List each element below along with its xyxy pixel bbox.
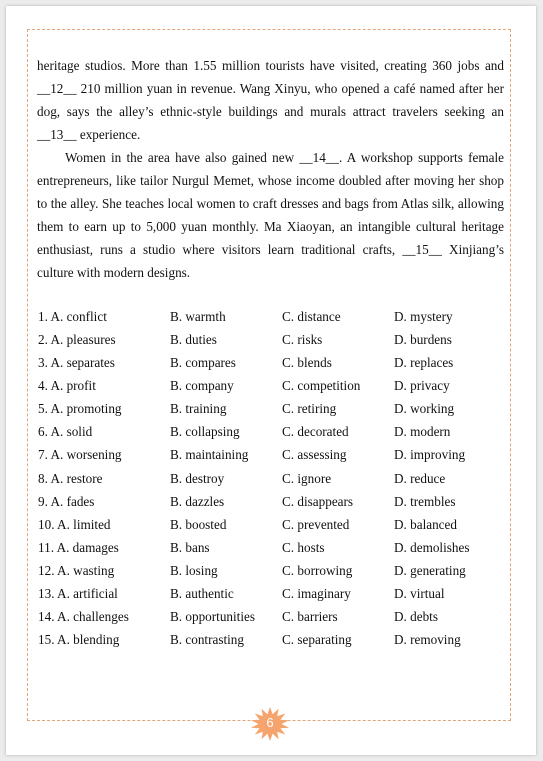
question-row [38,609,508,632]
option-b: B. compares [170,355,236,371]
question-row [38,517,508,540]
option-b: B. dazzles [170,493,225,509]
option-b: B. maintaining [170,447,249,463]
option-b: B. authentic [170,585,234,601]
question-row [38,332,508,355]
option-a: 3. A. separates [38,355,115,371]
option-d: D. improving [394,447,466,463]
question-row [38,563,508,586]
option-a: 10. A. limited [38,516,111,532]
option-b: B. losing [170,562,218,578]
option-a: 12. A. wasting [38,562,115,578]
option-d: D. trembles [394,493,456,509]
option-a: 14. A. challenges [38,609,129,625]
option-b: B. boosted [170,516,227,532]
option-a: 6. A. solid [38,424,93,440]
option-a: 13. A. artificial [38,585,118,601]
option-c: C. decorated [282,424,349,440]
option-b: B. duties [170,332,217,348]
option-a: 11. A. damages [38,539,119,555]
option-d: D. demolishes [394,539,470,555]
option-c: C. disappears [282,493,354,509]
option-c: C. assessing [282,447,347,463]
passage-paragraph-1: heritage studios. More than 1.55 million tourists have visited, creating 360 jobs and __12__ 210 million yuan in revenue. Wang Xinyu, who opened a café named after her dog, says the alley’s ethnic-style buildings and murals attract travelers seeking an __13__ experience. [37,58,504,142]
passage-paragraph-2: Women in the area have also gained new __14__. A workshop supports female entrepreneurs, like tailor Nurgul Memet, whose income doubled after moving her shop to the alley. She teaches local women to craft dresses and bags from Atlas silk, allowing them to earn up to 5,000 yuan monthly. Ma Xiaoyan, an intangible cultural heritage enthusiast, runs a studio where visitors learn traditional crafts, __15__ Xinjiang’s culture with modern designs. [37,150,504,280]
option-b: B. company [170,378,234,394]
option-a: 4. A. profit [38,378,96,394]
option-d: D. removing [394,632,461,648]
option-a: 7. A. worsening [38,447,122,463]
question-row [38,632,508,655]
option-d: D. virtual [394,585,445,601]
option-d: D. privacy [394,378,450,394]
option-b: B. collapsing [170,424,240,440]
option-d: D. burdens [394,332,452,348]
option-c: C. hosts [282,539,325,555]
option-c: C. competition [282,378,361,394]
option-c: C. blends [282,355,332,371]
page-number-badge [247,706,293,742]
option-d: D. reduce [394,470,446,486]
option-c: C. separating [282,632,352,648]
option-d: D. balanced [394,516,457,532]
option-c: C. retiring [282,401,337,417]
option-d: D. mystery [394,309,453,324]
option-b: B. training [170,401,227,417]
option-a: 1. A. conflict [38,309,107,324]
question-row [38,471,508,494]
question-row [38,355,508,378]
option-d: D. debts [394,609,438,625]
option-c: C. distance [282,309,341,324]
option-c: C. risks [282,332,323,348]
option-d: D. working [394,401,455,417]
answer-options-list [38,309,508,655]
option-b: B. bans [170,539,210,555]
option-d: D. replaces [394,355,454,371]
reading-passage [37,54,504,284]
option-c: C. prevented [282,516,350,532]
option-a: 5. A. promoting [38,401,122,417]
question-row [38,309,508,332]
option-b: B. warmth [170,309,226,324]
question-row [38,401,508,424]
option-d: D. modern [394,424,451,440]
question-row [38,424,508,447]
question-row [38,494,508,517]
option-b: B. destroy [170,470,225,486]
question-row [38,378,508,401]
option-a: 9. A. fades [38,493,95,509]
option-c: C. barriers [282,609,338,625]
option-c: C. ignore [282,470,332,486]
question-row [38,586,508,609]
option-c: C. borrowing [282,562,353,578]
option-a: 2. A. pleasures [38,332,116,348]
option-b: B. opportunities [170,609,255,625]
option-d: D. generating [394,562,466,578]
option-a: 8. A. restore [38,470,103,486]
option-c: C. imaginary [282,585,351,601]
page-number: 6 [266,715,274,730]
question-row [38,447,508,470]
question-row [38,540,508,563]
option-a: 15. A. blending [38,632,120,648]
option-b: B. contrasting [170,632,244,648]
